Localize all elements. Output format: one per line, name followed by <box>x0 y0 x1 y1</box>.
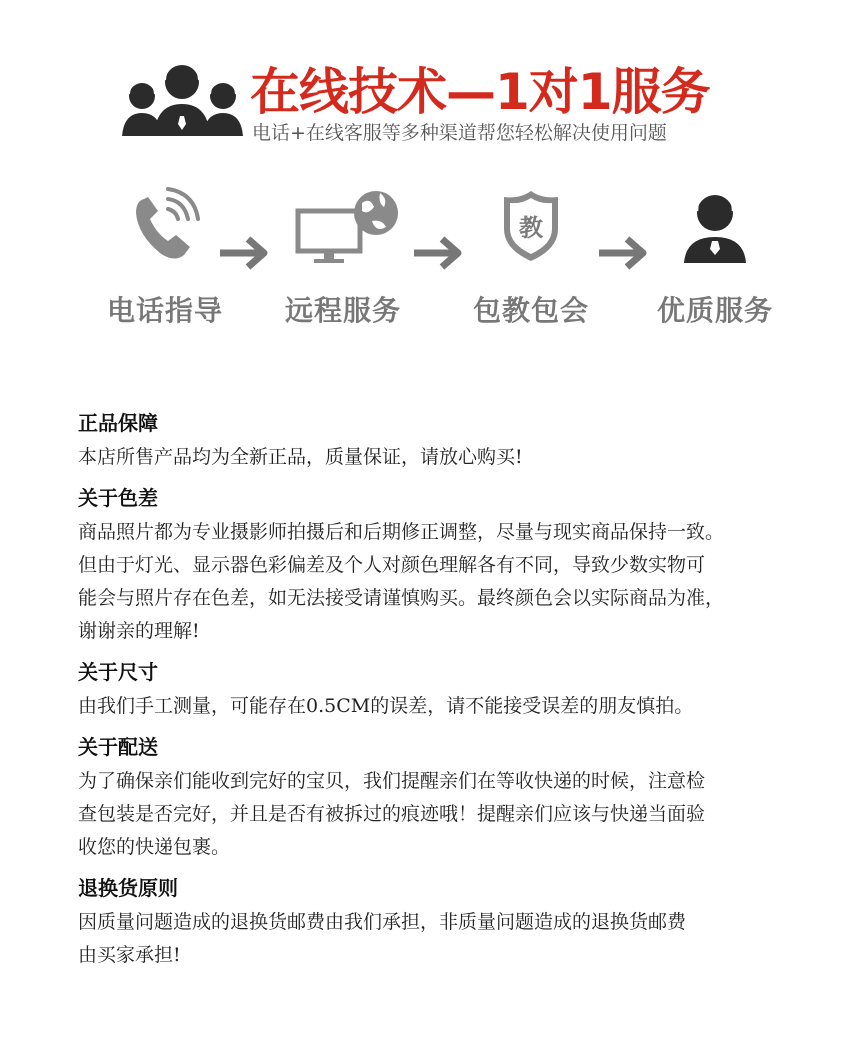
policy-content <box>78 405 818 978</box>
step-remote-service <box>268 185 418 329</box>
step-label: 电话指导 <box>106 294 223 327</box>
banner-subtitle: 电话+在线客服等多种渠道帮您轻松解决使用问题 <box>252 122 667 144</box>
section-body: 由我们手工测量，可能存在0.5CM的误差，请不能接受误差的朋友慎拍。 <box>78 695 694 717</box>
section-body: 因质量问题造成的退换货邮费由我们承担，非质量问题造成的退换货邮费 由买家承担! <box>78 911 687 966</box>
banner-title: 在线技术—1对1服务 <box>250 63 710 121</box>
customer-service-agents-icon <box>120 58 245 138</box>
step-label: 优质服务 <box>656 294 773 327</box>
section-body: 为了确保亲们能收到完好的宝贝，我们提醒亲们在等收快递的时候，注意检 查包装是否完好，并且是否有被拆过的痕迹哦！提醒亲们应该与快递当面验 收您的快递包裹。 <box>78 770 706 858</box>
step-label: 包教包会 <box>472 294 589 327</box>
section-title: 退换货原则 <box>78 876 178 900</box>
badge-character: 教 <box>519 214 543 242</box>
section-body: 本店所售产品均为全新正品，质量保证，请放心购买! <box>78 446 523 468</box>
service-flow <box>0 185 850 350</box>
section-body: 商品照片都为专业摄影师拍摄后和后期修正调整，尽量与现实商品保持一致。 但由于灯光、显示器色彩偏差及个人对颜色理解各有不同，导致少数实物可 能会与照片存在色差，如无法接受请谨慎购买。最终颜色会以实际商品为准， 谢谢亲的理解! <box>78 521 725 642</box>
service-banner <box>0 0 850 160</box>
section-delivery <box>78 729 818 864</box>
step-teaching <box>456 185 606 329</box>
section-color-difference <box>78 480 818 648</box>
section-title: 关于尺寸 <box>78 660 158 684</box>
section-title: 关于配送 <box>78 735 158 759</box>
phone-icon <box>130 185 200 265</box>
section-genuine-guarantee <box>78 405 818 474</box>
step-quality-service <box>640 185 790 329</box>
arrow-right-icon <box>218 235 270 271</box>
section-title: 正品保障 <box>78 411 158 435</box>
step-label: 远程服务 <box>284 294 401 327</box>
section-title: 关于色差 <box>78 486 158 510</box>
agent-icon <box>680 185 750 265</box>
section-return-policy <box>78 870 818 972</box>
teach-badge-icon <box>496 185 566 265</box>
section-size <box>78 654 818 723</box>
remote-monitor-icon <box>288 185 398 265</box>
